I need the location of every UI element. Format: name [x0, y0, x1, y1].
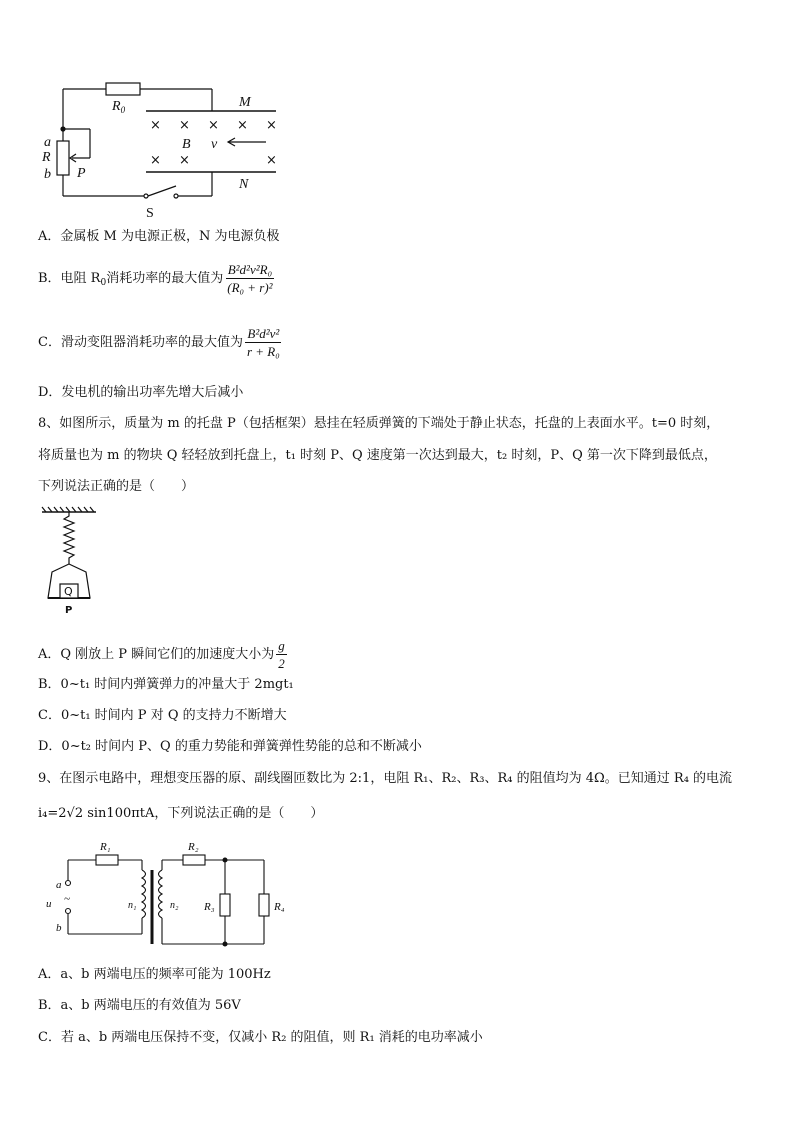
label-a: a — [44, 135, 51, 150]
q7-option-d: D．发电机的输出功率先增大后减小 — [38, 385, 244, 400]
q7-c-denominator: r + R₀ — [246, 344, 280, 359]
q7-c-numerator: B²d²v² — [247, 326, 280, 341]
field-cross-mark: × — [266, 118, 277, 133]
field-cross-mark: × — [179, 153, 190, 168]
generator-circuit-figure — [36, 78, 286, 223]
label-r3: R₃ — [204, 901, 215, 913]
q7-option-a: A．金属板 M 为电源正极，N 为电源负极 — [38, 229, 280, 244]
q7-b-denominator: (R₀ + r)² — [227, 280, 273, 295]
q8-stem-line1: 8、如图所示，质量为 m 的托盘 P（包括框架）悬挂在轻质弹簧的下端处于静止状态，托盘的上表面水平。t=0 时刻， — [38, 416, 720, 431]
field-cross-mark: × — [237, 118, 248, 133]
q7-option-b — [38, 262, 275, 295]
q7-b-fraction — [225, 262, 274, 295]
label-n2: n₂ — [170, 900, 179, 911]
q9-option-b: B．a、b 两端电压的有效值为 56V — [38, 998, 241, 1013]
spring-tray-figure — [40, 506, 100, 618]
q8-stem-line3: 下列说法正确的是（ ） — [38, 479, 195, 494]
field-cross-mark: × — [208, 118, 219, 133]
label-m: M — [239, 95, 251, 110]
q8-a-fraction — [276, 638, 287, 671]
label-r0-sub: 0 — [120, 105, 126, 115]
field-cross-mark: × — [266, 153, 277, 168]
label-tilde: ~ — [64, 893, 70, 905]
field-cross-mark: × — [150, 118, 161, 133]
q8-stem-line2: 将质量也为 m 的物块 Q 轻轻放到托盘上，t₁ 时刻 P、Q 速度第一次达到最大，t₂ 时刻，P、Q 第一次下降到最低点， — [38, 448, 717, 463]
q9-option-a: A．a、b 两端电压的频率可能为 100Hz — [38, 967, 271, 982]
field-cross-mark: × — [179, 118, 190, 133]
q8-a-numerator: g — [278, 638, 285, 653]
label-r4: R₄ — [274, 901, 285, 913]
q7-b-prefix: B．电阻 R — [38, 270, 101, 286]
label-r0: R — [112, 99, 121, 114]
label-terminal-a: a — [56, 879, 62, 891]
q9-stem-line2: i₄=2√2 sin100πtA，下列说法正确的是（ ） — [38, 806, 324, 821]
q7-option-c — [38, 326, 282, 359]
label-b: b — [44, 167, 51, 182]
q8-a-prefix: A．Q 刚放上 P 瞬间它们的加速度大小为 — [38, 646, 275, 662]
q7-c-prefix: C．滑动变阻器消耗功率的最大值为 — [38, 334, 243, 350]
label-s: S — [146, 206, 154, 221]
svg-text:R0 — [111, 99, 126, 115]
q9-stem-line1: 9、在图示电路中，理想变压器的原、副线圈匝数比为 2:1，电阻 R₁、R₂、R₃、R₄ 的阻值均为 4Ω。已知通过 R₄ 的电流 — [38, 771, 733, 786]
label-u: u — [46, 898, 52, 910]
q8-option-b: B．0~t₁ 时间内弹簧弹力的冲量大于 2mgt₁ — [38, 677, 294, 692]
q8-option-c: C．0~t₁ 时间内 P 对 Q 的支持力不断增大 — [38, 708, 287, 723]
q7-b-prefix-sub: 0 — [100, 277, 107, 288]
q8-option-a — [38, 638, 287, 671]
label-terminal-b: b — [56, 922, 62, 934]
field-cross-mark: × — [150, 153, 161, 168]
label-r2: R₂ — [188, 841, 199, 853]
label-p: P — [77, 166, 86, 181]
label-r1: R₁ — [100, 841, 111, 853]
q7-b-numerator: B²d²v²R₀ — [227, 262, 273, 277]
label-n: N — [239, 177, 249, 192]
q8-option-d: D．0~t₂ 时间内 P、Q 的重力势能和弹簧弹性势能的总和不断减小 — [38, 739, 422, 754]
transformer-circuit-figure — [40, 836, 300, 948]
label-r: R — [42, 150, 51, 165]
q7-b-prefix-tail: 消耗功率的最大值为 — [106, 270, 224, 286]
label-v: v — [211, 137, 218, 152]
q8-a-denominator: 2 — [278, 656, 285, 671]
label-b-field: B — [182, 137, 191, 152]
q9-option-c: C．若 a、b 两端电压保持不变，仅减小 R₂ 的阻值，则 R₁ 消耗的电功率减小 — [38, 1030, 483, 1045]
q7-c-fraction — [245, 326, 282, 359]
label-n1: n₁ — [128, 900, 137, 911]
fig-label-q: Q — [64, 585, 73, 598]
fig-label-p: P — [65, 605, 73, 616]
